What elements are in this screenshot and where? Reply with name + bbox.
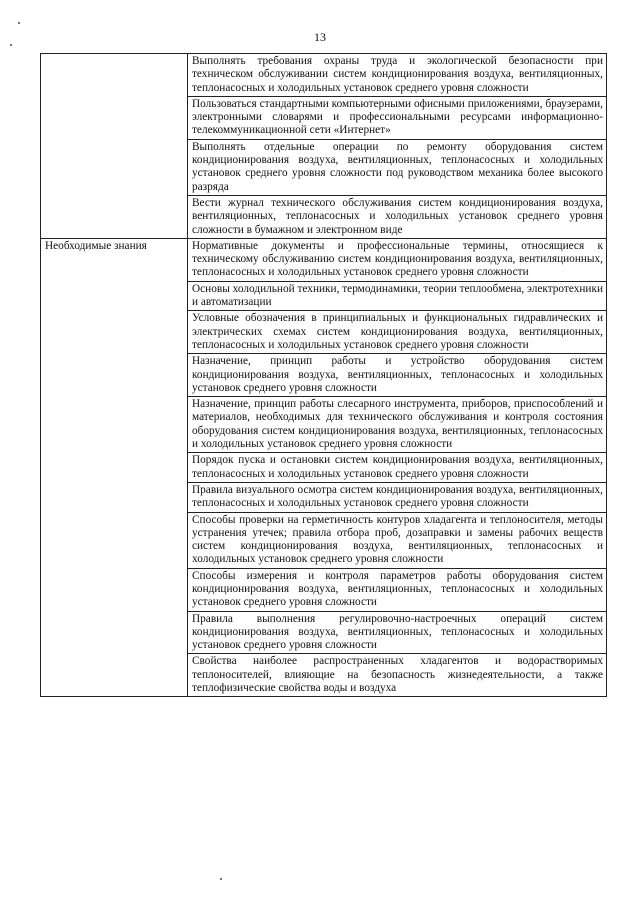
scan-speck (18, 22, 20, 24)
section-label-knowledge: Необходимые знания (41, 238, 188, 697)
requirement-cell: Способы измерения и контроля параметров работы оборудования систем кондиционирования воздуха, вентиляционных, теплонасосных и холодильных установок среднего уровня сложности (188, 568, 607, 611)
requirement-cell: Правила визуального осмотра систем кондиционирования воздуха, вентиляционных, теплонасосных и холодильных установок среднего уровня сложности (188, 482, 607, 512)
requirement-cell: Нормативные документы и профессиональные термины, относящиеся к техническому обслуживанию систем кондиционирования воздуха, вентиляционных, теплонасосных и холодильных установок среднего уровня сложности (188, 238, 607, 281)
skills-knowledge-table (40, 53, 607, 697)
requirement-cell: Правила выполнения регулировочно-настроечных операций систем кондиционирования воздуха, вентиляционных, теплонасосных и холодильных установок среднего уровня сложности (188, 611, 607, 654)
requirement-cell: Свойства наиболее распространенных хладагентов и водорастворимых теплоносителей, влияющие на безопасность жизнедеятельности, а также теплофизические свойства воды и воздуха (188, 654, 607, 697)
scan-speck (220, 878, 222, 880)
page-number: 13 (314, 30, 326, 44)
requirement-cell: Способы проверки на герметичность контуров хладагента и теплоносителя, методы устранения утечек; правила отбора проб, дозаправки и замены рабочих веществ систем кондиционирования воздуха, вентиляционных, теплонасосных и холодильных установок среднего уровня сложности (188, 512, 607, 568)
table-row (41, 54, 607, 97)
requirement-cell: Назначение, принцип работы слесарного инструмента, приборов, приспособлений и материалов, необходимых для технического обслуживания и контроля состояния оборудования систем кондиционирования воздуха, вентиляционных, теплонасосных и холодильных установок среднего уровня сложности (188, 397, 607, 453)
requirement-cell: Назначение, принцип работы и устройство оборудования систем кондиционирования воздуха, вентиляционных, теплонасосных и холодильных установок среднего уровня сложности (188, 354, 607, 397)
section-label-skills (41, 54, 188, 239)
requirement-cell: Выполнять отдельные операции по ремонту оборудования систем кондиционирования воздуха, вентиляционных, теплонасосных и холодильных установок среднего уровня сложности под руководством механика более высокого разряда (188, 139, 607, 195)
requirement-cell: Выполнять требования охраны труда и экологической безопасности при техническом обслуживании систем кондиционирования воздуха, вентиляционных, теплонасосных и холодильных установок среднего уровня сложности (188, 54, 607, 97)
requirement-cell: Порядок пуска и остановки систем кондиционирования воздуха, вентиляционных, теплонасосных и холодильных установок среднего уровня сложности (188, 453, 607, 483)
table-row (41, 238, 607, 281)
scan-speck (10, 44, 12, 46)
requirement-cell: Пользоваться стандартными компьютерными офисными приложениями, браузерами, электронными словарями и профессиональными ресурсами информационно-телекоммуникационной сети «Интернет» (188, 96, 607, 139)
requirement-cell: Основы холодильной техники, термодинамики, теории теплообмена, электротехники и автоматизации (188, 281, 607, 311)
requirement-cell: Условные обозначения в принципиальных и функциональных гидравлических и электрических схемах систем кондиционирования воздуха, вентиляционных, теплонасосных и холодильных установок среднего уровня сложности (188, 311, 607, 354)
requirement-cell: Вести журнал технического обслуживания систем кондиционирования воздуха, вентиляционных, теплонасосных и холодильных установок среднего уровня сложности в бумажном и электронном виде (188, 195, 607, 238)
